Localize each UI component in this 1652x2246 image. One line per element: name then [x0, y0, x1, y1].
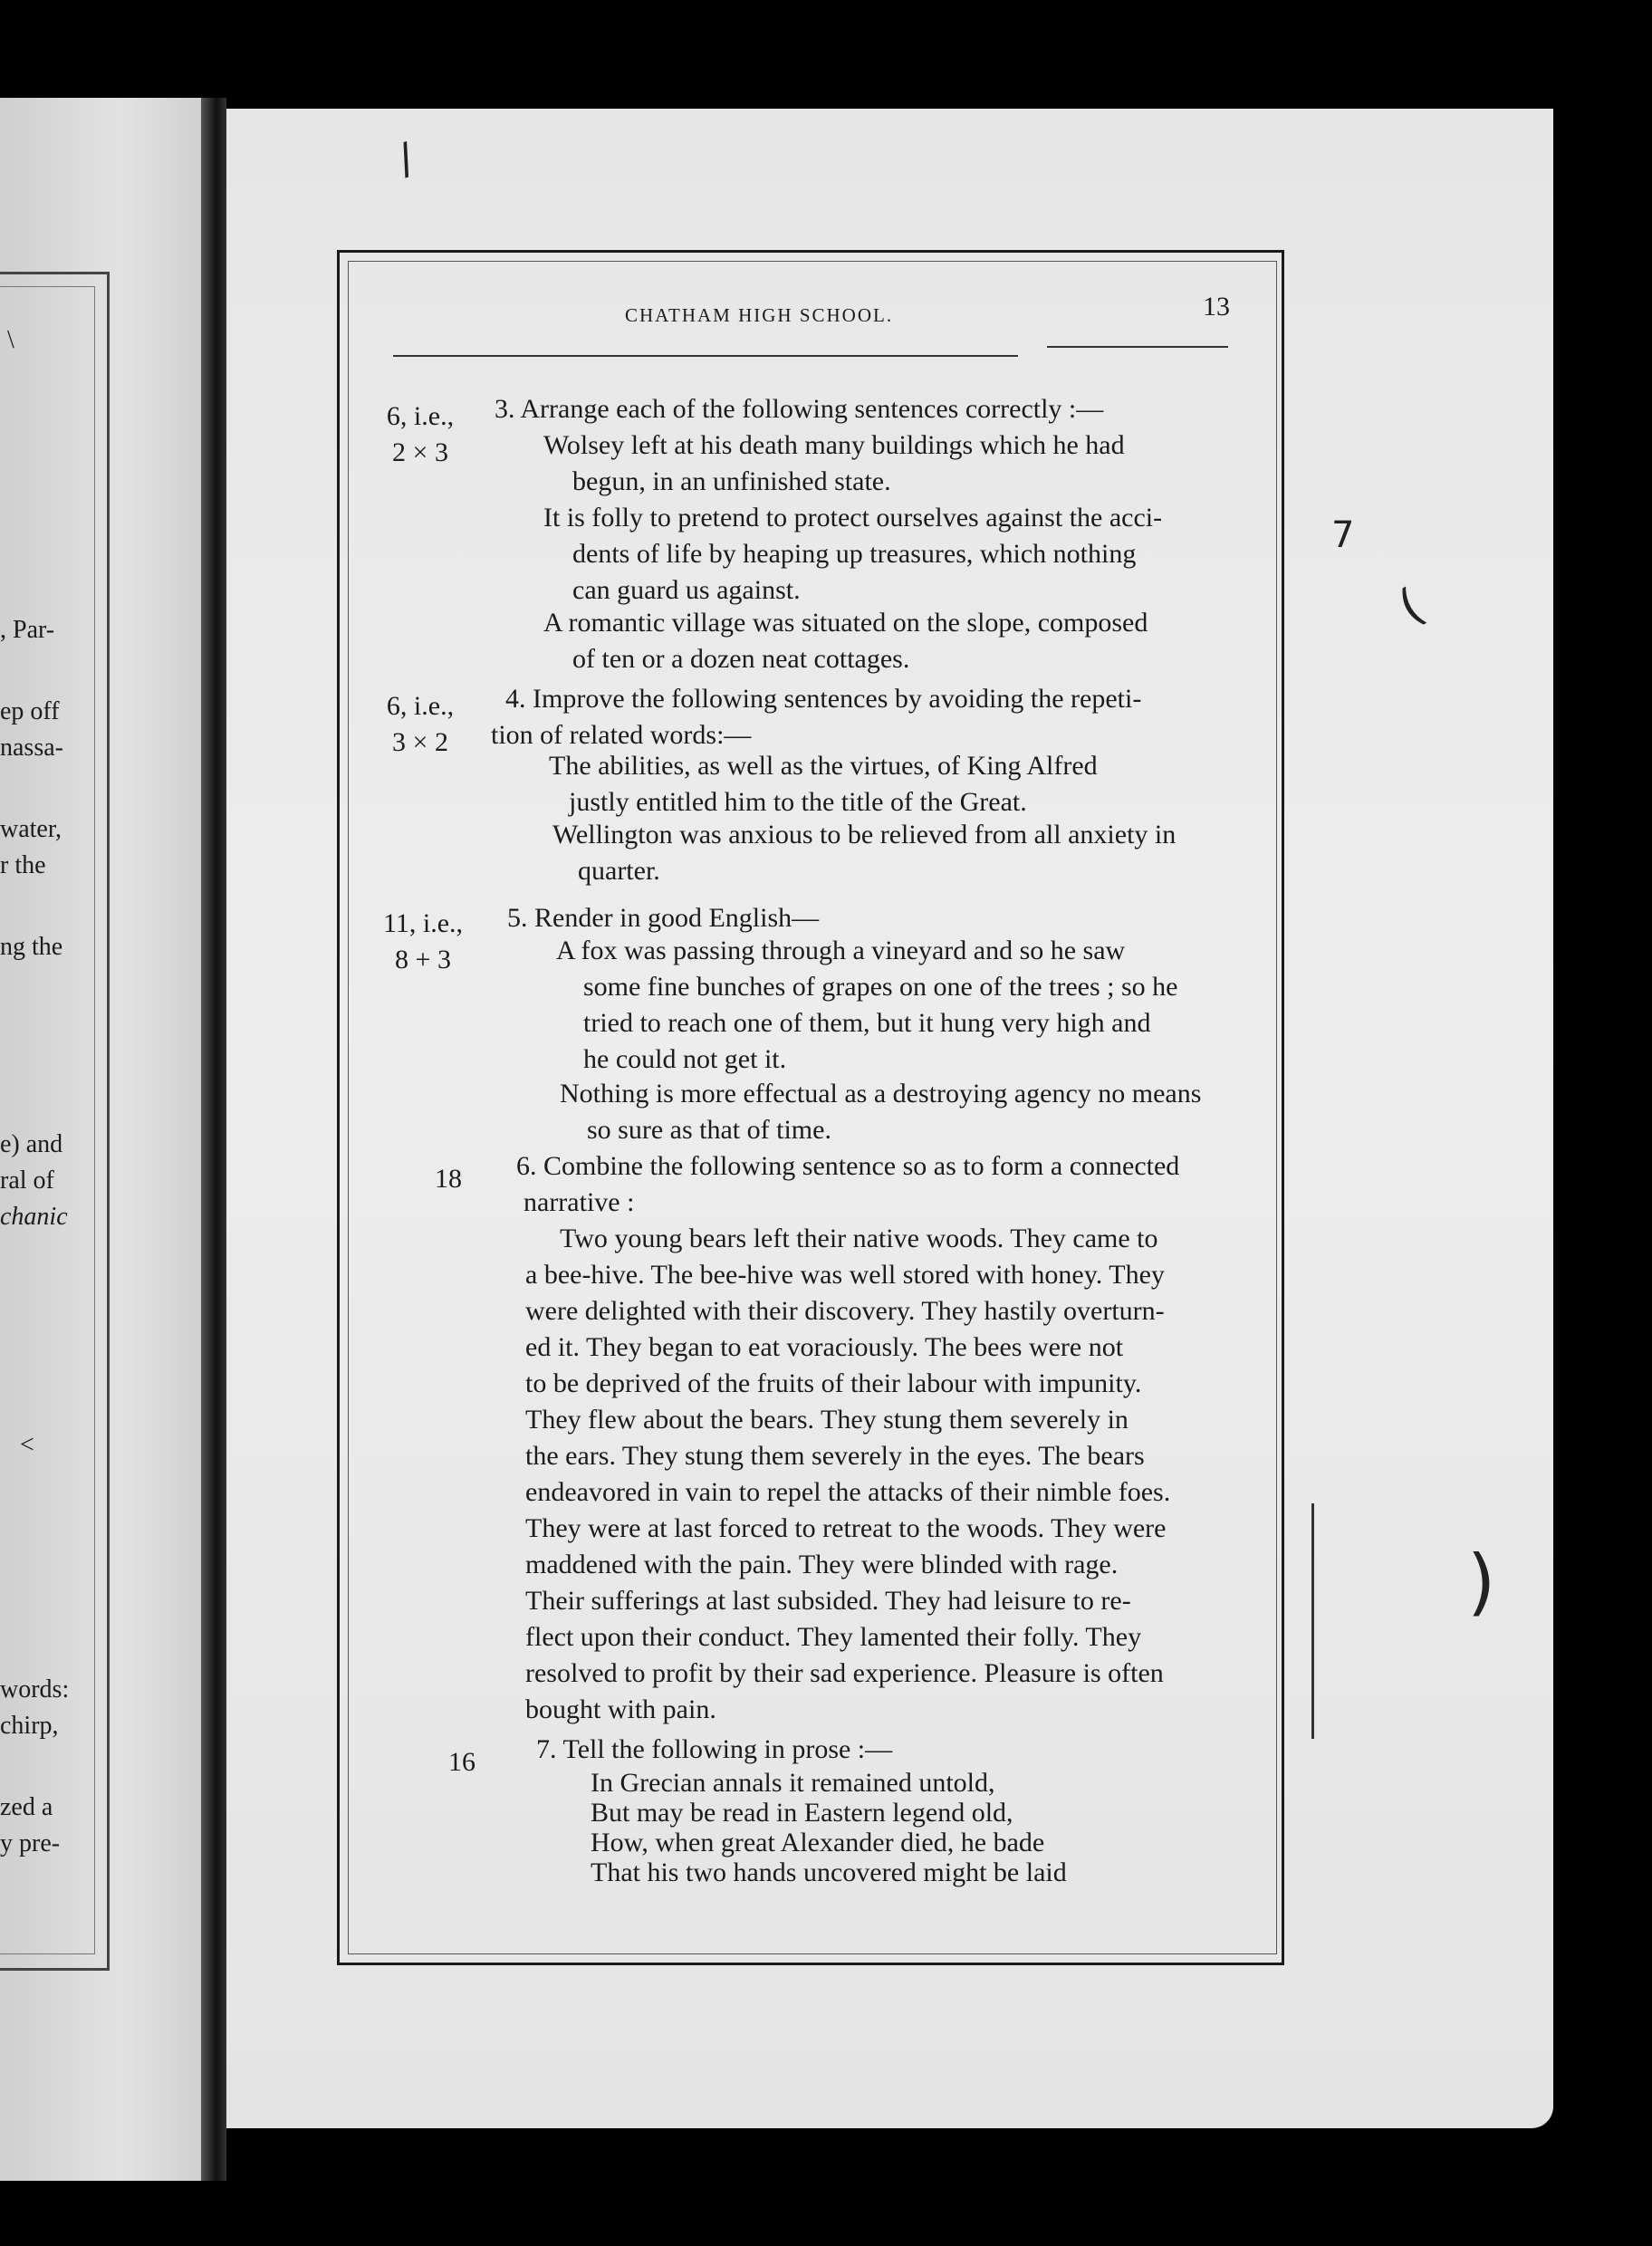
pencil-mark: (	[1389, 578, 1433, 636]
pencil-mark: 7	[1331, 514, 1355, 556]
marks-q7: 16	[448, 1747, 475, 1777]
q3-item-1: Wolsey left at his death many buildings which he had begun, in an unfinished state.	[543, 430, 1125, 496]
q5-item-1: A fox was passing through a vineyard and so he saw some fine bunches of grapes on one of the trees ; so he tried to reach one of them, but it hung very high and he could not get it.	[556, 936, 1178, 1074]
question-7	[536, 1732, 892, 1768]
previous-page-fragment: , Par-	[0, 616, 55, 644]
question-number: 5.	[507, 903, 528, 933]
q6-paragraph: Two young bears left their native woods. They came to a bee-hive. The bee-hive was well stored with honey. They were delighted with their discovery. They hastily overturn- ed it. They began to eat voraciously. The bees were not to be deprived of the fruits of their labour with impunity. They flew about the bears. They stung them severely in the ears. They stung them severely in the eyes. The bears endeavored in vain to repel the attacks of their nimble foes. They were at last forced to retreat to the woods. They were maddened with the pain. They were blinded with rage. Their sufferings at last subsided. They had leisure to re- flect upon their conduct. They lamented their folly. They resolved to profit by their sad experience. Pleasure is often bought with pain.	[525, 1224, 1171, 1724]
marks-q4: 6, i.e., 3 × 2	[386, 691, 455, 757]
marks-q3: 6, i.e., 2 × 3	[386, 401, 455, 467]
marks-q5: 11, i.e., 8 + 3	[382, 908, 464, 974]
previous-page-fragment: ep off	[0, 697, 60, 725]
previous-page-fragment: water,	[0, 815, 62, 843]
q4-item-2: Wellington was anxious to be relieved from all anxiety in quarter.	[552, 820, 1177, 886]
header-rule	[393, 355, 1018, 357]
q3-item-2: It is folly to pretend to protect ourselves against the acci- dents of life by heaping up treasures, which nothing can guard us against.	[543, 503, 1163, 605]
previous-page-fragment: e) and	[0, 1130, 63, 1158]
previous-page-fragment: <	[20, 1431, 34, 1459]
previous-page-fragment: chanic	[0, 1203, 68, 1231]
question-6-instruction-cont: narrative :	[523, 1187, 635, 1217]
question-5	[507, 900, 819, 936]
question-6	[516, 1148, 1179, 1185]
question-3	[495, 391, 1103, 427]
question-number: 4.	[505, 684, 526, 714]
previous-page-fragment: \	[7, 326, 14, 354]
q5-item-2: Nothing is more effectual as a destroying agency no means so sure as that of time.	[560, 1079, 1202, 1145]
previous-page-fragment: ng the	[0, 933, 63, 961]
q3-item-3: A romantic village was situated on the slope, composed of ten or a dozen neat cottages.	[543, 608, 1148, 674]
pencil-margin-line	[1311, 1503, 1314, 1739]
question-instruction: Render in good English—	[534, 903, 820, 933]
book-gutter	[201, 98, 226, 2181]
question-number: 3.	[495, 394, 515, 424]
header-rule	[1047, 346, 1228, 348]
question-instruction: Improve the following sentences by avoiding the repeti-	[533, 684, 1142, 714]
question-number: 6.	[516, 1151, 537, 1181]
question-instruction: Arrange each of the following sentences correctly :—	[520, 394, 1104, 424]
previous-page-fragment: ral of	[0, 1166, 54, 1195]
question-instruction: Tell the following in prose :—	[562, 1734, 893, 1764]
previous-page-fragment: chirp,	[0, 1712, 59, 1740]
running-head: CHATHAM HIGH SCHOOL.	[625, 304, 894, 326]
marks-q6: 18	[435, 1164, 462, 1194]
q7-poem: In Grecian annals it remained untold, But may be read in Eastern legend old, How, when great Alexander died, he bade That his two hands uncovered might be laid	[591, 1768, 1067, 1887]
question-number: 7.	[536, 1734, 557, 1764]
question-4	[505, 681, 1141, 717]
previous-page-fragment: zed a	[0, 1793, 53, 1821]
question-instruction: Combine the following sentence so as to form a connected	[543, 1151, 1180, 1181]
previous-page-fragment: words:	[0, 1675, 70, 1704]
previous-page-fragment: y pre-	[0, 1829, 61, 1857]
pencil-check-mark: /	[390, 132, 421, 185]
question-4-instruction-cont: tion of related words:—	[491, 720, 752, 750]
pencil-bracket-mark: )	[1467, 1540, 1496, 1624]
previous-page-fragment: r the	[0, 851, 46, 879]
previous-page-fragment: nassa-	[0, 734, 63, 762]
page-number: 13	[1203, 292, 1230, 322]
q4-item-1: The abilities, as well as the virtues, of King Alfred justly entitled him to the title of the Great.	[549, 751, 1098, 817]
